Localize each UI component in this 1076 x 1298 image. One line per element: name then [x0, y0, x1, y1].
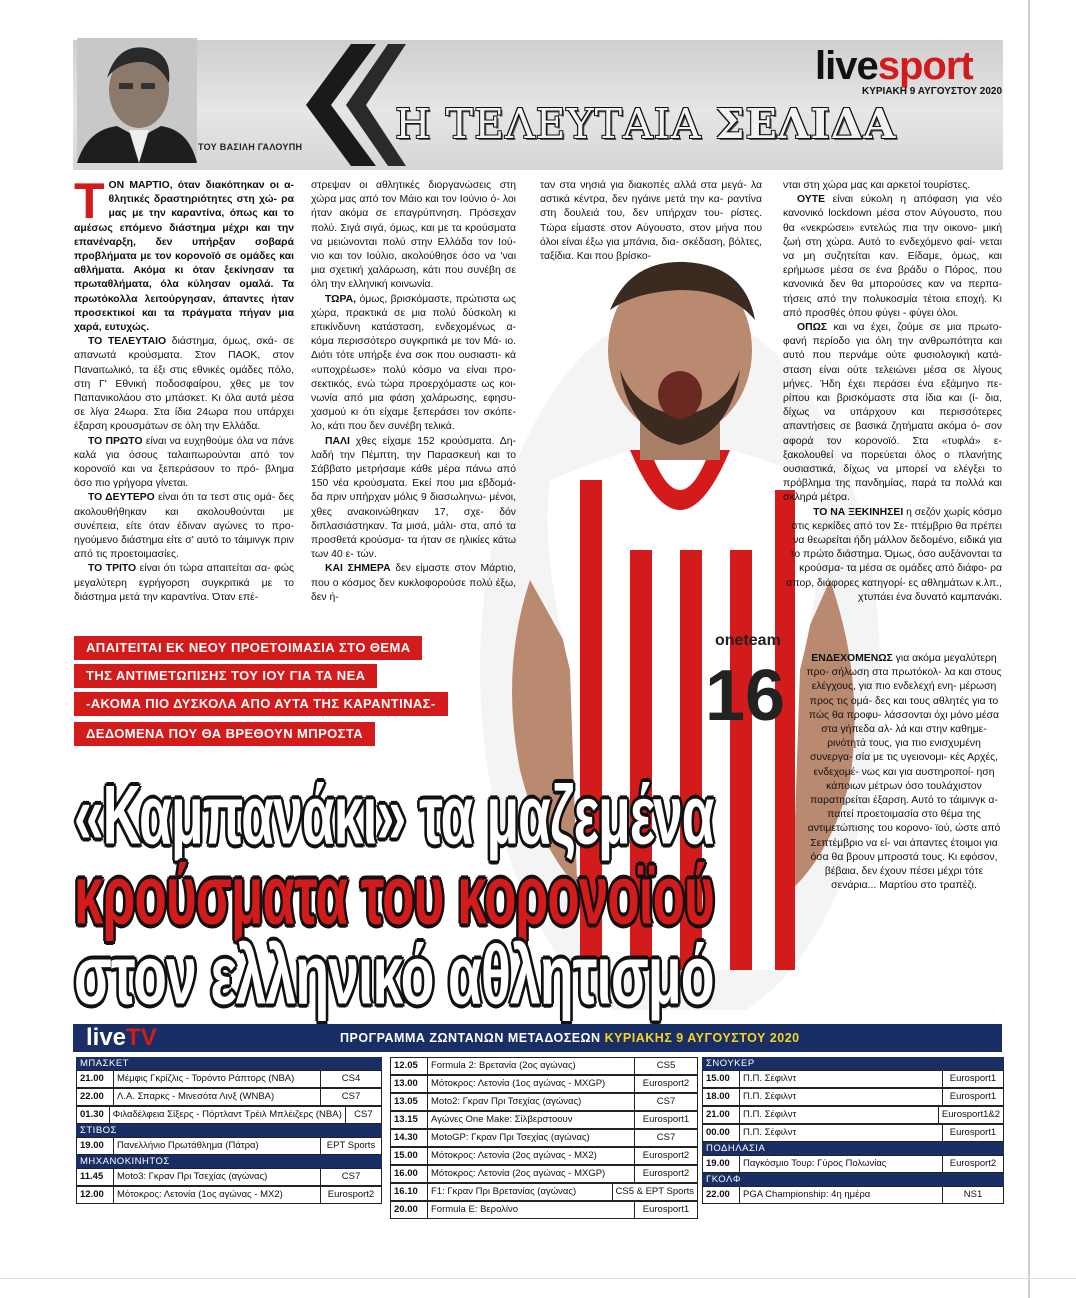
paragraph — [311, 179, 516, 293]
tv-event: Πανελλήνιο Πρωτάθλημα (Πάτρα) — [114, 1138, 321, 1155]
tv-channel: Eurosport2 — [635, 1076, 698, 1093]
paragraph — [311, 293, 516, 435]
tv-time: 20.00 — [391, 1202, 428, 1219]
tv-channel: Eurosport1&2 — [938, 1107, 1003, 1124]
tv-logo-live: live — [86, 1024, 127, 1051]
tv-channel: Eurosport2 — [635, 1166, 698, 1183]
logo-live: live — [815, 44, 878, 88]
tv-channel: CS4 — [321, 1071, 382, 1088]
paragraph-text: για ακόμα μεγαλύτερη προ- σήλωση στα πρωτόκολ- λα και στους ελέγχους, για πιο ενδελεχή ενη- μέρωση προς τις ομά- δες και τους αθλητές για το πώς θα προφυ- λάσσονται όχι μόνο μέσα στα γήπεδα αλ- λά και στην καθημε- ρινότητά τους, για πιο ενισχυμένη συνεργα- σία με τις υγειονομι- κές Αρχές, ενδεχομέ- νως και για αυστηροποί- ηση κάποιων μέτρων όσο τουλάχιστον παρατηρείται έξαρση. Αυτό το τάιμινγκ α- παιτεί προετοιμασία στο θέμα της αντιμετώπισης του κορονο- ϊού, ώστε από Σεπτέμβριο να εί- ναι άπαντες έτοιμοι για όσα θα βρουν μπροστά τους. Κι εφόσον, βέβαια, δεν έχουν πέσει μέχρι τότε σενάρια... Μαρτίου στο τραπέζι. — [806, 653, 1002, 892]
tv-listing-row — [76, 1186, 382, 1204]
tv-time: 16.00 — [391, 1166, 428, 1183]
paragraph-kicker: ΕΝΔΕΧΟΜΕΝΩΣ — [811, 653, 893, 664]
tv-listing-row — [702, 1106, 1004, 1124]
issue-date: ΚΥΡΙΑΚΗ 9 ΑΥΓΟΥΣΤΟΥ 2020 — [862, 86, 1003, 97]
tv-event: Μότοκρος: Λετονία (1ος αγώνας - MXGP) — [428, 1076, 635, 1093]
paragraph — [783, 321, 1002, 506]
tv-event: Π.Π. Σέφιλντ — [740, 1107, 939, 1124]
tv-event: Moto3: Γκραν Πρι Τσεχίας (αγώνας) — [114, 1169, 321, 1186]
tv-event: MotoGP: Γκραν Πρι Τσεχίας (αγώνας) — [428, 1130, 635, 1147]
tv-event: Λ.Α. Σπαρκς - Μινεσότα Λινξ (WNBA) — [114, 1089, 321, 1106]
paragraph — [74, 562, 294, 605]
tv-channel: CS7 — [321, 1169, 382, 1186]
article-column-2 — [311, 179, 516, 605]
tv-event: Formula 2: Βρετανία (2ος αγώνας) — [428, 1058, 635, 1075]
paragraph-text: και να έχει, ζούμε σε μια πρωτο- φανή περίοδο για όλη την ανθρωπότητα και αυτό που περνάμε ούτε φυσιολογική κατά- σταση είναι ούτε τελειώνει μέσα σε λίγους μήνες. Ήδη έχει περάσει ένα εξάμηνο πε- ρίπου και βρισκόμαστε στα ίδια και (ί- δια, δίχως να υπάρχουν και περισσότερες απαντήσεις σε βασικά ζητήματα ακόμα ό- σον αφορά τον κορονοϊό. Στα «τυφλά» ε- ξακολουθεί να πορεύεται όλος ο πλανήτης ουσιαστικά, δίχως να μπορεί να ελέγξει το πρόβλημα της πανδημίας, παρά τα πολλά και σκληρά μέτρα. — [783, 322, 1002, 504]
tv-channel: Eurosport1 — [943, 1071, 1004, 1088]
tv-listing-row — [76, 1168, 382, 1186]
paragraph-kicker: ΤΩΡΑ, — [325, 293, 357, 305]
tv-time: 13.05 — [391, 1094, 428, 1111]
tv-channel: CS7 — [321, 1089, 382, 1106]
tv-channel: EPT Sports — [321, 1138, 382, 1155]
paragraph-text: είναι ότι τα τεστ στις ομά- δες ακολουθήθηκαν και ακολουθούνται με συνέπεια, είτε όταν έδιναν αγώνες το προ- ηγούμενο διάστημα είτε σ' αυτό το τάιμινγκ πριν από τις προετοιμασίες. — [74, 492, 294, 561]
paragraph — [783, 506, 1002, 605]
lead-text: ΟΝ ΜΑΡΤΙΟ, όταν διακόπηκαν οι α- θλητικές δραστηριότητες στη χώ- ρα μας με την καραντίνα, όπως και το αμέσως επόμενο διάστημα μέχρι και την επανέναρξη, δεν υπήρξαν σοβαρά προβλήματα με τον κορονοϊό σε ομάδες και αθλήματα. Ακόμα κι όταν ξεκίνησαν τα πρωταθλήματα, όλα κύλησαν ομαλά. Τα πρωτόκολλα λειτούργησαν, άπαντες ήταν προσεκτικοί και τα πράγματα πήγαν μια χαρά, ευτυχώς. — [74, 180, 294, 334]
tv-channel: Eurosport2 — [635, 1148, 698, 1165]
paragraph — [74, 491, 294, 562]
paragraph — [74, 335, 294, 434]
tv-time: 12.05 — [391, 1058, 428, 1075]
tv-channel: Eurosport1 — [635, 1202, 698, 1219]
headline-line-3: στον ελληνικό αθλητισμό — [74, 929, 714, 1023]
tv-channel: Eurosport1 — [943, 1089, 1004, 1106]
tv-time: 14.30 — [391, 1130, 428, 1147]
paragraph-kicker: ΤΟ ΤΡΙΤΟ — [88, 563, 137, 575]
tv-column-1 — [76, 1057, 382, 1204]
tv-time: 13.00 — [391, 1076, 428, 1093]
page-edge-rule — [1028, 0, 1030, 1298]
tv-event: Μέμφις Γκρίζλις - Τορόντο Ράπτορς (NBA) — [114, 1071, 321, 1088]
tv-listing-row — [702, 1124, 1004, 1142]
tv-listing-row — [702, 1186, 1004, 1204]
tv-category-header: ΜΠΑΣΚΕΤ — [76, 1057, 382, 1070]
tv-listing-row — [390, 1057, 698, 1075]
byline: ΤΟΥ ΒΑΣΙΛΗ ΓΑΛΟΥΠΗ — [198, 142, 303, 152]
subtitle-line: ΤΗΣ ΑΝΤΙΜΕΤΩΠΙΣΗΣ ΤΟΥ ΙΟΥ ΓΙΑ ΤΑ ΝΕΑ — [74, 664, 377, 688]
paragraph — [311, 435, 516, 563]
tv-listing-row — [702, 1088, 1004, 1106]
tv-time: 21.00 — [77, 1071, 114, 1088]
tv-listing-row — [76, 1088, 382, 1106]
tv-channel: Eurosport2 — [321, 1187, 382, 1204]
paragraph-text: η σεζόν χωρίς κόσμο στις κερκίδες από τον Σε- πτέμβριο θα πρέπει να θεωρείται ήδη μάλλον δεδομένο, ειδικά για το πρώτο διάστημα. Όμως, όσο αυξάνονται τα κρούσμα- τα μέσα σε ομάδες από διάφο- ρα σπορ, διάφορες κατηγορί- ες αθλημάτων κ.λπ., χτυπάει ένα δυνατό καμπανάκι. — [786, 506, 1002, 603]
section-title — [395, 100, 896, 148]
tv-time: 21.00 — [703, 1107, 740, 1124]
tv-time: 18.00 — [703, 1089, 740, 1106]
tv-event: Μότοκρος: Λετονία (1ος αγώνας - MX2) — [114, 1187, 321, 1204]
paragraph-kicker: ΠΑΛΙ — [325, 435, 350, 447]
tv-program-heading — [340, 1024, 800, 1052]
tv-listing-row — [390, 1111, 698, 1129]
tv-heading-date: ΚΥΡΙΑΚΗΣ 9 ΑΥΓΟΥΣΤΟΥ 2020 — [604, 1031, 800, 1045]
tv-listing-row — [390, 1183, 698, 1201]
tv-listing-row — [702, 1155, 1004, 1173]
paragraph — [540, 179, 762, 264]
tv-time: 22.00 — [703, 1187, 740, 1204]
tv-heading-text: ΠΡΟΓΡΑΜΜΑ ΖΩΝΤΑΝΩΝ ΜΕΤΑΔΟΣΕΩΝ — [340, 1031, 601, 1045]
article-column-1 — [74, 173, 294, 605]
tv-listing-row — [76, 1070, 382, 1088]
paragraph — [783, 193, 1002, 321]
tv-time: 16.10 — [391, 1184, 428, 1201]
paragraph-kicker: ΟΥΤΕ — [797, 194, 826, 206]
tv-event: Αγώνες One Make: Σίλβερστοουν — [428, 1112, 635, 1129]
paragraph-text: είναι ότι τώρα απαιτείται σα- φώς μεγαλύτερη εγρήγορση συγκριτικά με το διάστημα μετά την καραντίνα. Όταν επέ- — [74, 563, 294, 603]
article-column-3 — [540, 179, 762, 264]
tv-listing-row — [390, 1201, 698, 1219]
paragraph-kicker: ΤΟ ΠΡΩΤΟ — [88, 435, 143, 447]
subtitle-line: ΑΠΑΙΤΕΙΤΑΙ ΕΚ ΝΕΟΥ ΠΡΟΕΤΟΙΜΑΣΙΑ ΣΤΟ ΘΕΜΑ — [74, 636, 422, 660]
tv-event: PGA Championship: 4η ημέρα — [740, 1187, 943, 1204]
jersey-sponsor: oneteam — [715, 632, 781, 649]
paragraph-text: όμως, βρισκόμαστε, πρώτιστα ως χώρα, πρακτικά σε μια πολύ δύσκολη κι επικίνδυνη κατάσταση, ενδεχομένως α- κόμα περισσότερο συγκριτικά με τον Μά- ιο. Διότι τότε υπήρξε ένα σοκ που ουσιαστι- κά «υποχρέωσε» πολύ κόσμο να είναι προ- σεκτικός, ενώ τώρα προερχόμαστε ως κοι- νωνία από μια φάση χαλάρωσης, εφησυ- χασμού κι ότι είχαμε ξεπεράσει τον σκόπε- λο, κάτι που δεν συνέβη τελικά. — [311, 293, 516, 433]
logo-sport: sport — [877, 44, 973, 88]
paragraph-kicker: ΤΟ ΤΕΛΕΥΤΑΙΟ — [88, 336, 167, 348]
tv-category-header: ΣΤΙΒΟΣ — [76, 1124, 382, 1137]
paragraph-kicker: ΤΟ ΝΑ ΞΕΚΙΝΗΣΕΙ — [813, 506, 904, 518]
tv-listing-row — [390, 1147, 698, 1165]
paragraph-text: είναι να ευχηθούμε όλα να πάνε καλά για όσους ταλαιπωρούνται από τον κορονοϊό και να ξεπεράσουν το πρό- βλημα όσο πιο γρήγορα γίνεται. — [74, 435, 294, 490]
tv-time: 22.00 — [77, 1089, 114, 1106]
tv-listing-row — [390, 1165, 698, 1183]
subtitle-line: -ΑΚΟΜΑ ΠΙΟ ΔΥΣΚΟΛΑ ΑΠΟ ΑΥΤΑ ΤΗΣ ΚΑΡΑΝΤΙΝΑΣ- — [74, 692, 448, 716]
tv-listing-row — [390, 1093, 698, 1111]
paragraph-text: νται στη χώρα μας και αρκετοί τουρίστες. — [783, 180, 971, 191]
tv-time: 13.15 — [391, 1112, 428, 1129]
paragraph — [311, 562, 516, 605]
columnist-portrait — [77, 38, 197, 163]
tv-time: 12.00 — [77, 1187, 114, 1204]
tv-listing-row — [390, 1075, 698, 1093]
tv-channel: CS7 — [345, 1107, 381, 1124]
tv-time: 15.00 — [391, 1148, 428, 1165]
tv-channel: Eurosport1 — [943, 1125, 1004, 1142]
headline-line-2: κρούσματα του κορονοϊού — [74, 849, 714, 943]
tv-event: Παγκόσμιο Τουρ: Γύρος Πολωνίας — [740, 1156, 943, 1173]
paragraph-text: διάστημα, όμως, σκά- σε απανωτά κρούσματα. Στον ΠΑΟΚ, στον Παναιτωλικό, τα έξι στις εθνικές ομάδες πόλο, στη Γ' Εθνική ποδοσφαίρου, χθες με τον Παπανικολάου στο μπάσκετ. Κι όλα αυτά μέσα σε λίγα 24ωρα. Στα ίδια 24ωρα που υπάρχει έξαρση κρουσμάτων σε όλη την Ελλάδα. — [74, 336, 294, 433]
tv-time: 01.30 — [77, 1107, 110, 1124]
article-column-4-tail — [806, 652, 1002, 893]
tv-category-header: ΠΟΔΗΛΑΣΙΑ — [702, 1142, 1004, 1155]
tv-category-header: ΜΗΧΑΝΟΚΙΝΗΤΟΣ — [76, 1155, 382, 1168]
tv-category-header: ΣΝΟΥΚΕΡ — [702, 1057, 1004, 1070]
livesport-logo — [815, 44, 973, 88]
paragraph-kicker: ΚΑΙ ΣΗΜΕΡΑ — [325, 563, 391, 575]
tv-listing-row — [76, 1106, 382, 1124]
bottom-rule — [0, 1278, 1076, 1279]
tv-time: 15.00 — [703, 1071, 740, 1088]
tv-listing-row — [702, 1070, 1004, 1088]
livetv-logo — [86, 1024, 157, 1052]
tv-channel: Eurosport2 — [943, 1156, 1004, 1173]
tv-time: 19.00 — [77, 1138, 114, 1155]
paragraph-kicker: ΟΠΩΣ — [797, 322, 828, 334]
paragraph-text: δεν είμαστε στον Μάρτιο, που ο κόσμος δεν κυκλοφορούσε πολύ έξω, δεν ή- — [311, 563, 517, 603]
tv-event: Moto2: Γκραν Πρι Τσεχίας (αγώνας) — [428, 1094, 635, 1111]
tv-listing-row — [76, 1137, 382, 1155]
tv-channel: CS7 — [635, 1094, 698, 1111]
paragraph — [783, 179, 1002, 193]
paragraph-text: χθες είχαμε 152 κρούσματα. Δη- λαδή την Πέμπτη, την Παρασκευή και το Σάββατο μετρήσαμε κάθε μέρα πάνω από 150 νέα κρούσματα. Εκεί που μια εβδομά- δα πριν υπήρχαν μόλις 9 διασωληνω- μένοι, χθες ανακοινώθηκαν 17, σχε- δόν διπλασιάστηκαν. Τα μισά, μάλι- στα, από τα προσθετά κρούσμα- τα ήταν σε ηλικίες κάτω των 40 ε- τών. — [311, 435, 516, 561]
tv-event: Π.Π. Σέφιλντ — [740, 1089, 943, 1106]
tv-listing-row — [390, 1129, 698, 1147]
subtitle-line: ΔΕΔΟΜΕΝΑ ΠΟΥ ΘΑ ΒΡΕΘΟΥΝ ΜΠΡΟΣΤΑ — [74, 722, 375, 746]
tv-time: 11.45 — [77, 1169, 114, 1186]
paragraph — [806, 652, 1002, 893]
section-title-part1: Η ΤΕΛΕΥΤΑΙΑ — [395, 100, 716, 148]
tv-column-2 — [390, 1057, 698, 1219]
tv-channel: CS5 & EPT Sports — [612, 1184, 698, 1201]
tv-logo-tv: TV — [126, 1024, 157, 1051]
paragraph-text: είναι εύκολη η απόφαση για νέο κανονικό lockdown μέσα στον Αύγουστο, που θα «νεκρώσει» εντελώς πια την οικονο- μική ζωή στη χώρα. Αυτό το ενδεχόμενο φαί- νεται να μη συζητείται καν. Είδαμε, όμως, και ερήμωσε μέσα σε ένα βράδυ ο Πόρος, που κανονικά δεν θα μπορούσες καν να περπα- τήσεις από την πολυκοσμία τέτοια εποχή. Κι από προσθές όπου φύγει - φύγει όλοι. — [783, 194, 1002, 319]
tv-channel: CS7 — [635, 1130, 698, 1147]
tv-event: Π.Π. Σέφιλντ — [740, 1125, 943, 1142]
paragraph-text: στρεψαν οι αθλητικές διοργανώσεις στη χώρα μας από τον Μάιο και τον Ιούνιο ό- λοι ήταν ακόμα σε επαγρύπνηση. Πρόσεχαν πολύ. Σιγά σιγά, όμως, και με τα κρούσματα να μειώνονται πολύ στην Ελλάδα τον Ιού- νιο και τον Ιούλιο, ακολούθησε όσο να 'ναι μια σχετική χαλάρωση, κάτι που συνέβη σε όλη την ελληνική κοινωνία. — [311, 180, 516, 291]
paragraph-kicker: ΤΟ ΔΕΥΤΕΡΟ — [88, 492, 155, 504]
tv-channel: CS5 — [635, 1058, 698, 1075]
section-title-part2: ΣΕΛΙΔΑ — [715, 100, 897, 148]
dropcap: Τ — [74, 173, 105, 229]
article-column-4 — [783, 179, 1002, 605]
paragraph — [74, 435, 294, 492]
tv-time: 19.00 — [703, 1156, 740, 1173]
tv-event: F1: Γκραν Πρι Βρετανίας (αγώνας) — [428, 1184, 613, 1201]
tv-event: Π.Π. Σέφιλντ — [740, 1071, 943, 1088]
chevron-icon — [296, 44, 406, 166]
tv-event: Φιλαδέλφεια Σίξερς - Πόρτλαντ Τρέιλ Μπλέιζερς (NBA) — [109, 1107, 345, 1124]
tv-time: 00.00 — [703, 1125, 740, 1142]
tv-column-3 — [702, 1057, 1004, 1204]
paragraph-text: ταν στα νησιά για διακοπές αλλά στα μεγά- λα αστικά κέντρα, δεν ηγάινε μετά την κα- ραντίνα στη δουλειά του, δεν υπήρχαν του- ρίστες. Τώρα είμαστε στον Αύγουστο, στον μήνα που όλοι είναι έξω για μπάνια, δια- σκέδαση, βόλτες, ταξίδια. Και που βρίσκο- — [540, 180, 762, 263]
tv-channel: Eurosport1 — [635, 1112, 698, 1129]
tv-event: Μότοκρος: Λετονία (2ος αγώνας - MXGP) — [428, 1166, 635, 1183]
tv-category-header: ΓΚΟΛΦ — [702, 1173, 1004, 1186]
jersey-number: 16 — [705, 656, 786, 736]
tv-event: Μότοκρος: Λετονία (2ος αγώνας - MX2) — [428, 1148, 635, 1165]
paragraph — [74, 173, 294, 335]
tv-event: Formula E: Βερολίνο — [428, 1202, 635, 1219]
tv-channel: NS1 — [943, 1187, 1004, 1204]
headline-line-1: «Καμπανάκι» τα μαζεμένα — [74, 769, 714, 863]
